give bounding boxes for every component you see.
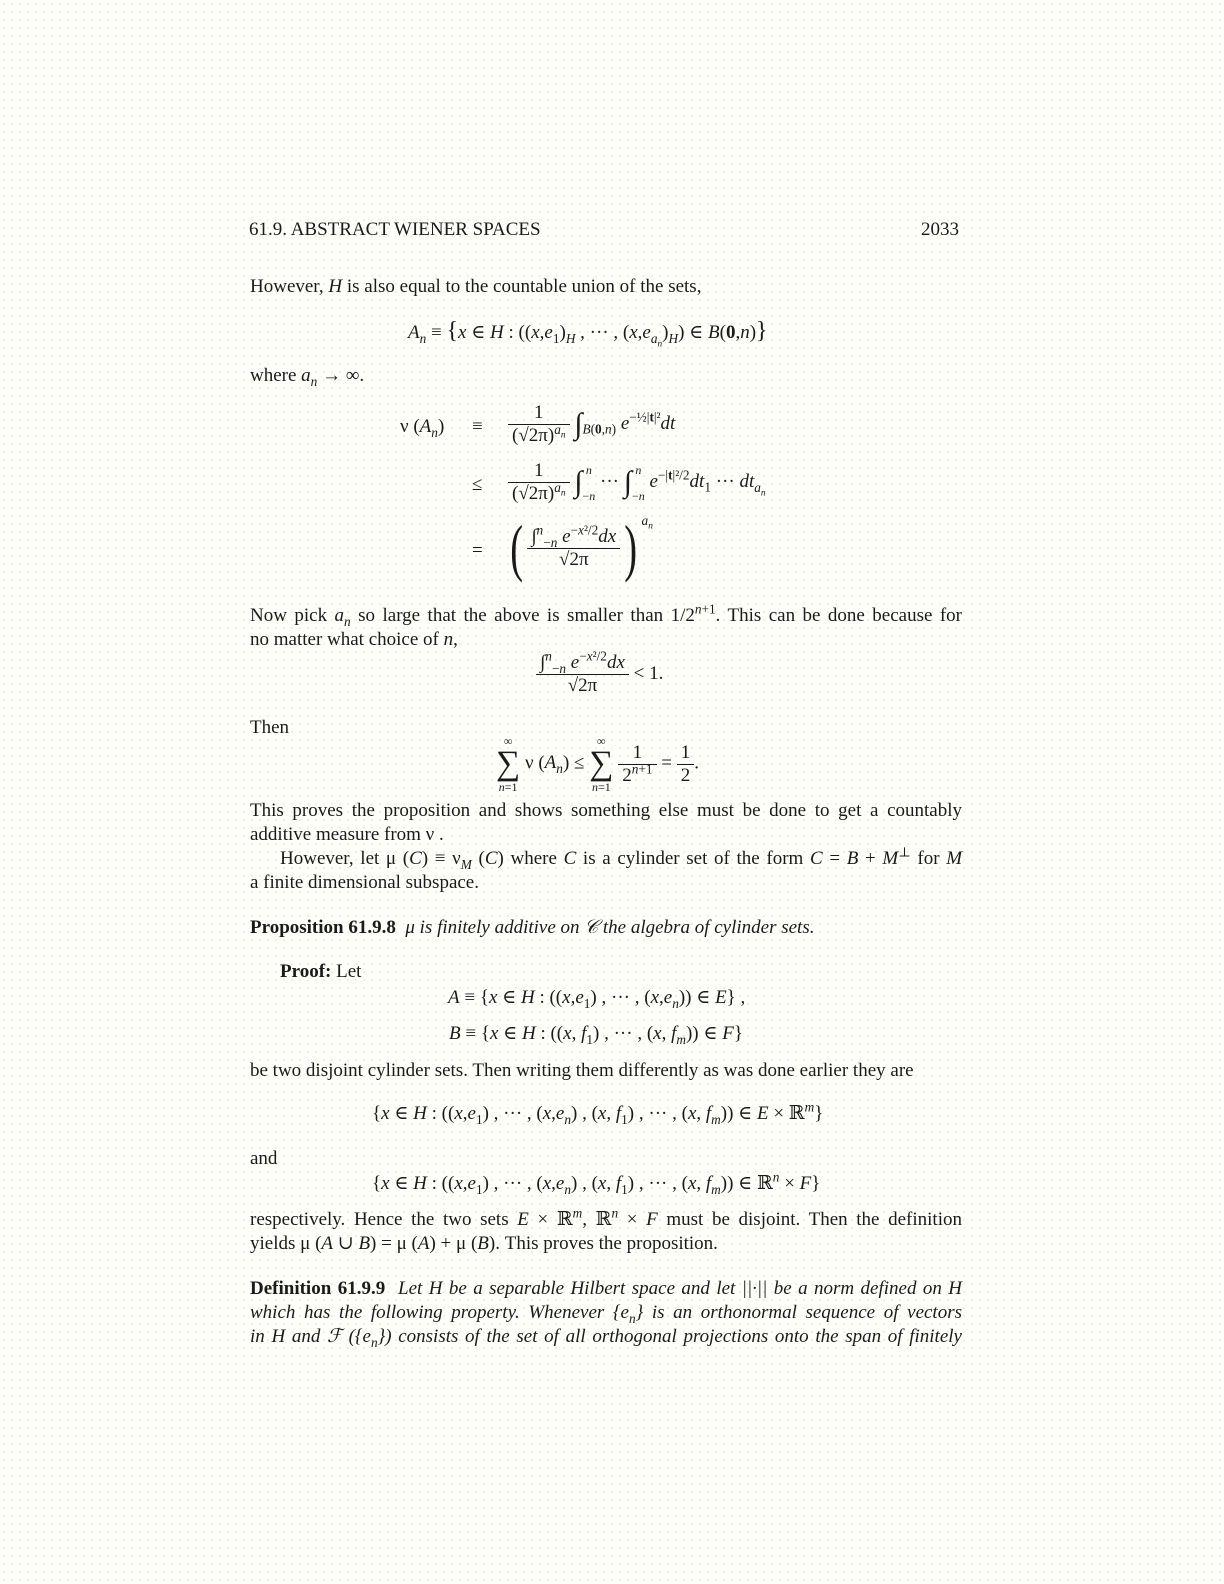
equation-nu-rhs3: ( $\frac{\int^n_{-n} e^{-x^2/2}dx}{√2\pi}$ ) $^{a_n}$	[510, 512, 653, 583]
paragraph-pick-an: Now pick $a_n$ so large that the above is smaller than $1/2^{n+1}$. This can be done because for	[250, 601, 963, 629]
paragraph-and: and	[250, 1148, 278, 1169]
paragraph-then: Then	[250, 717, 290, 738]
paragraph-disjoint-cylinder: be two disjoint cylinder sets. Then writing them differently as was done earlier they are	[250, 1060, 914, 1081]
equation-an-definition: $A_n \equiv \{x$ ∈ H : ($(x,e_1)_H$ , ··· , $(x,e_{a_n})_H$) ∈ B(0,n)}	[408, 318, 768, 350]
page-number: 2033	[921, 219, 959, 240]
definition-61-9-9-line1: Definition 61.9.9 Let H be a separable Hilbert space and let ||·|| be a norm defined on H	[250, 1278, 963, 1299]
equation-set-e-rm: {x ∈ H : ($(x,e_1)$ , ··· , $(x,e_n)$ , (x, $f_1$) , ··· , (x, $f_m$)) ∈ E × ℝ$^m$}	[372, 1099, 824, 1127]
running-header-section: 61.9. ABSTRACT WIENER SPACES	[249, 219, 541, 240]
equation-nu-rhs1: $\frac{1}{(√2\pi)^{a_n}}$ $\int_{B(0,n)}$ $e^{-\frac{1}{2}|t|^2}dt$	[508, 402, 675, 447]
equation-set-b: B ≡ {x ∈ H : ((x, $f_1$) , ··· , (x, $f_m$)) ∈ F}	[449, 1023, 743, 1047]
equation-nu-rel2: ≤	[472, 474, 483, 495]
definition-label: Definition 61.9.9	[250, 1278, 386, 1299]
paragraph-finite-subspace: a finite dimensional subspace.	[250, 872, 479, 893]
equation-nu-rel3: =	[472, 540, 483, 561]
paragraph-proves-proposition: This proves the proposition and shows something else must be done to get a countably	[250, 800, 962, 821]
paragraph-where-an: where $a_n$ → ∞.	[250, 365, 365, 389]
equation-less-than-one: $\frac{\int^n_{-n} e^{-x^2/2}dx}{√2\pi}$ < 1.	[536, 652, 663, 697]
paragraph-yields-mu: yields μ (A ∪ B) = μ (A) + μ (B). This proves the proposition.	[250, 1233, 718, 1254]
proof-let: Let	[336, 961, 362, 982]
proof-start	[280, 961, 361, 983]
equation-set-rn-f: {x ∈ H : ($(x,e_1)$ , ··· , $(x,e_n)$ , (x, $f_1$) , ··· , (x, $f_m$)) ∈ ℝ$^n$ × F}	[372, 1169, 821, 1197]
paragraph-however-let-mu: However, let μ $(C) \equiv \nu_M$ (C) where C is a cylinder set of the form C = B + M⊥ for M	[280, 844, 963, 872]
paragraph-no-matter: no matter what choice of n,	[250, 629, 458, 650]
equation-nu-rel1: ≡	[472, 416, 483, 437]
definition-61-9-9-line3: in H and ℱ $(\{e_n\})$ consists of the set of all orthogonal projections onto the span of finitely	[250, 1326, 962, 1350]
definition-61-9-9-line2: which has the following property. Whenever $\{e_n\}$ is an orthonormal sequence of vectors	[250, 1302, 963, 1326]
proposition-61-9-8: Proposition 61.9.8 μ is finitely additive on 𝒞 the algebra of cylinder sets.	[250, 917, 815, 938]
proposition-label: Proposition 61.9.8	[250, 917, 396, 938]
proof-label: Proof:	[280, 961, 332, 982]
equation-set-a: A ≡ {x ∈ H : ($(x,e_1)$ , ··· , $(x,e_n)$) ∈ E} ,	[448, 987, 746, 1011]
paragraph-respectively: respectively. Hence the two sets E × ℝ$^m$, ℝ$^n$ × F must be disjoint. Then the definition	[250, 1205, 962, 1230]
paragraph-additive-measure: additive measure from ν .	[250, 824, 444, 845]
equation-nu-lhs: ν $(A_n)$	[400, 416, 445, 440]
paragraph-countable-union: However, H is also equal to the countable union of the sets,	[250, 276, 702, 297]
equation-nu-rhs2: $\frac{1}{(√2\pi)^{a_n}}$ ∫ n −n ··· ∫ n −n $e^{-|t|^2/2}dt_1$ ··· $dt_{a_n}$	[508, 460, 766, 505]
equation-sum: ∞ ∑ n=1 ν $(A_n)$ ≤ ∞ ∑ n=1 $\frac{1}{2^{n+1}}$ = $\frac{1}{2}$ .	[496, 734, 699, 794]
